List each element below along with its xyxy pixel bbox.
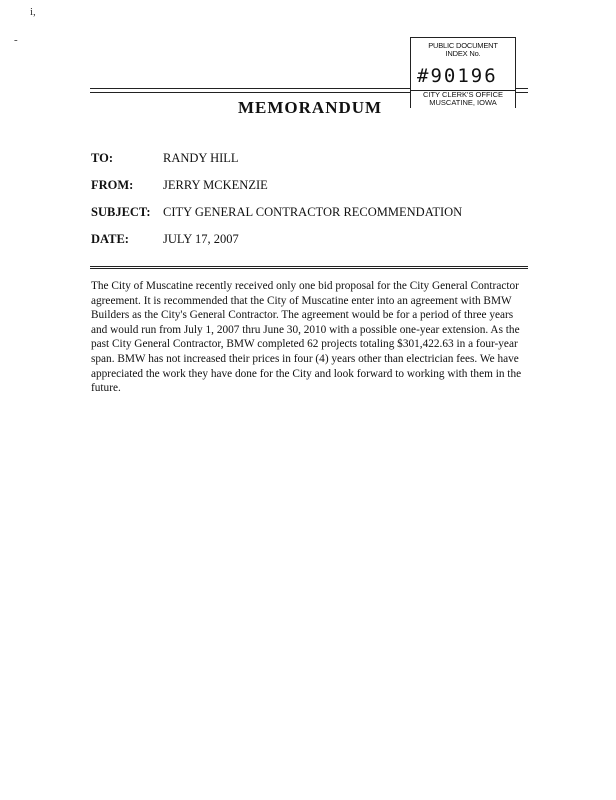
top-rule <box>516 92 528 93</box>
subject-value: CITY GENERAL CONTRACTOR RECOMMENDATION <box>163 205 463 219</box>
scan-mark: i, <box>30 6 36 18</box>
to-value: RANDY HILL <box>163 151 239 165</box>
stamp-location: MUSCATINE, IOWA <box>429 98 497 107</box>
memo-body: The City of Muscatine recently received only one bid proposal for the City General Contractor agreement. It is recommended that the City of Muscatine enter into an agreement with BMW Builders as the City's General Contractor. The agreement would be for a period of three years and would run from July 1, 2007 thru June 30, 2010 with a possible one-year extension. As the past City General Contractor, BMW completed 62 projects totaling $301,422.63 in a four-year span. BMW has not increased their prices in four (4) years other than electrician fees. We have appreciated the work they have done for the City and look forward to working with them in the future. <box>91 280 522 395</box>
header-divider <box>90 268 528 269</box>
scan-mark: - <box>14 34 18 46</box>
top-rule <box>516 88 528 89</box>
date-value: JULY 17, 2007 <box>163 232 239 246</box>
from-label: FROM: <box>91 178 134 192</box>
top-rule <box>90 88 410 89</box>
stamp-label: INDEX No. <box>445 49 481 58</box>
subject-label: SUBJECT: <box>91 205 151 219</box>
memo-title: MEMORANDUM <box>238 98 383 117</box>
date-label: DATE: <box>91 232 129 246</box>
stamp-label: PUBLIC DOCUMENT <box>428 41 498 50</box>
public-document-stamp <box>410 37 516 108</box>
to-label: TO: <box>91 151 113 165</box>
header-divider <box>90 266 528 267</box>
from-value: JERRY MCKENZIE <box>163 178 268 192</box>
top-rule <box>90 92 410 93</box>
stamp-office: CITY CLERK'S OFFICE <box>422 90 504 99</box>
stamp-index-number: #90196 <box>417 65 498 87</box>
